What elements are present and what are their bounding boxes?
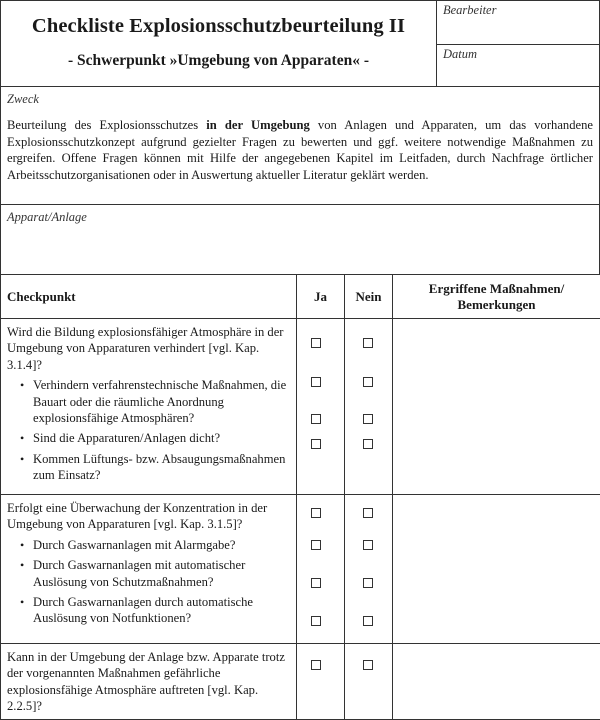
list-item: • Verhindern verfahrenstechnische Maßnahmen, die Bauart oder die räumliche Anordnung explosionsfähige Atmosphären? — [7, 377, 290, 426]
col-notes-header-line2: Bemerkungen — [458, 297, 536, 312]
no-checkbox[interactable] — [363, 660, 373, 670]
header-title-block — [0, 0, 436, 87]
checkpoint-cell — [1, 495, 297, 644]
checkpoint-cell — [1, 644, 297, 720]
notes-cell[interactable] — [393, 319, 600, 495]
document-subtitle: - Schwerpunkt »Umgebung von Apparaten« - — [1, 52, 436, 70]
device-field[interactable] — [0, 204, 600, 275]
no-checkbox[interactable] — [363, 578, 373, 588]
yes-cell — [297, 319, 345, 495]
checklist-table — [0, 274, 600, 720]
purpose-text-after: von Anlagen und Apparaten, um das vorhandene Explosionsschutzkonzept aufgrund gezielter Fragen zu bewerten und ggf. weitere notwendige Maßnahmen zu ergreifen. Offene Fragen können mit Hilfe der angegebenen Kapitel im Leitfaden, durch Nachfrage örtlicher Arbeitsschutzorganisationen oder in Auswertung aktueller Literatur geklärt werden. — [7, 118, 593, 182]
col-yes-header: Ja — [297, 275, 345, 319]
checkpoint-question: Kann in der Umgebung der Anlage bzw. Apparate trotz der vorgenannten Maßnahmen gefährliche explosionsfähige Atmosphäre auftreten [vgl. Kap. 2.2.5]? — [7, 649, 290, 715]
yes-checkbox[interactable] — [311, 414, 321, 424]
purpose-text-before: Beurteilung des Explosionsschutzes — [7, 118, 206, 132]
no-checkbox[interactable] — [363, 377, 373, 387]
purpose-section — [0, 86, 600, 205]
yes-cell — [297, 644, 345, 720]
list-item: • Kommen Lüftungs- bzw. Absaugungsmaßnahmen zum Einsatz? — [7, 451, 290, 484]
table-row — [1, 644, 600, 720]
datum-field[interactable] — [436, 44, 600, 87]
purpose-text-bold: in der Umgebung — [206, 118, 310, 132]
no-checkbox[interactable] — [363, 616, 373, 626]
yes-checkbox[interactable] — [311, 439, 321, 449]
list-item: • Sind die Apparaturen/Anlagen dicht? — [7, 430, 290, 446]
table-row — [1, 495, 600, 644]
col-notes-header — [393, 275, 600, 319]
checkpoint-question: Erfolgt eine Überwachung der Konzentration in der Umgebung von Apparaturen [vgl. Kap. 3.1.5]? — [7, 500, 290, 533]
no-cell — [345, 495, 393, 644]
checkpoint-items — [7, 377, 290, 483]
no-checkbox[interactable] — [363, 338, 373, 348]
yes-checkbox[interactable] — [311, 616, 321, 626]
yes-checkbox[interactable] — [311, 508, 321, 518]
no-checkbox[interactable] — [363, 439, 373, 449]
document-title: Checkliste Explosionsschutzbeurteilung II — [1, 15, 436, 38]
notes-cell[interactable] — [393, 495, 600, 644]
no-checkbox[interactable] — [363, 508, 373, 518]
checkpoint-items — [7, 537, 290, 627]
table-row — [1, 319, 600, 495]
yes-checkbox[interactable] — [311, 578, 321, 588]
checkpoint-question: Wird die Bildung explosionsfähiger Atmosphäre in der Umgebung von Apparaturen verhindert [vgl. Kap. 3.1.4]? — [7, 324, 290, 373]
notes-cell[interactable] — [393, 644, 600, 720]
table-header-row — [1, 275, 600, 319]
yes-checkbox[interactable] — [311, 540, 321, 550]
col-notes-header-line1: Ergriffene Maßnahmen/ — [429, 281, 564, 296]
device-label: Apparat/Anlage — [7, 210, 87, 225]
no-checkbox[interactable] — [363, 414, 373, 424]
bearbeiter-label: Bearbeiter — [443, 3, 496, 18]
purpose-label: Zweck — [7, 92, 39, 107]
purpose-text — [7, 117, 593, 183]
no-cell — [345, 319, 393, 495]
no-checkbox[interactable] — [363, 540, 373, 550]
no-cell — [345, 644, 393, 720]
yes-checkbox[interactable] — [311, 338, 321, 348]
list-item: • Durch Gaswarnanlagen mit automatischer Auslösung von Schutzmaßnahmen? — [7, 557, 290, 590]
bearbeiter-field[interactable] — [436, 0, 600, 45]
checkpoint-cell — [1, 319, 297, 495]
list-item: • Durch Gaswarnanlagen mit Alarmgabe? — [7, 537, 290, 553]
yes-checkbox[interactable] — [311, 377, 321, 387]
col-no-header: Nein — [345, 275, 393, 319]
col-checkpoint-header: Checkpunkt — [1, 275, 297, 319]
yes-checkbox[interactable] — [311, 660, 321, 670]
list-item: • Durch Gaswarnanlagen durch automatische Auslösung von Notfunktionen? — [7, 594, 290, 627]
yes-cell — [297, 495, 345, 644]
datum-label: Datum — [443, 47, 477, 62]
